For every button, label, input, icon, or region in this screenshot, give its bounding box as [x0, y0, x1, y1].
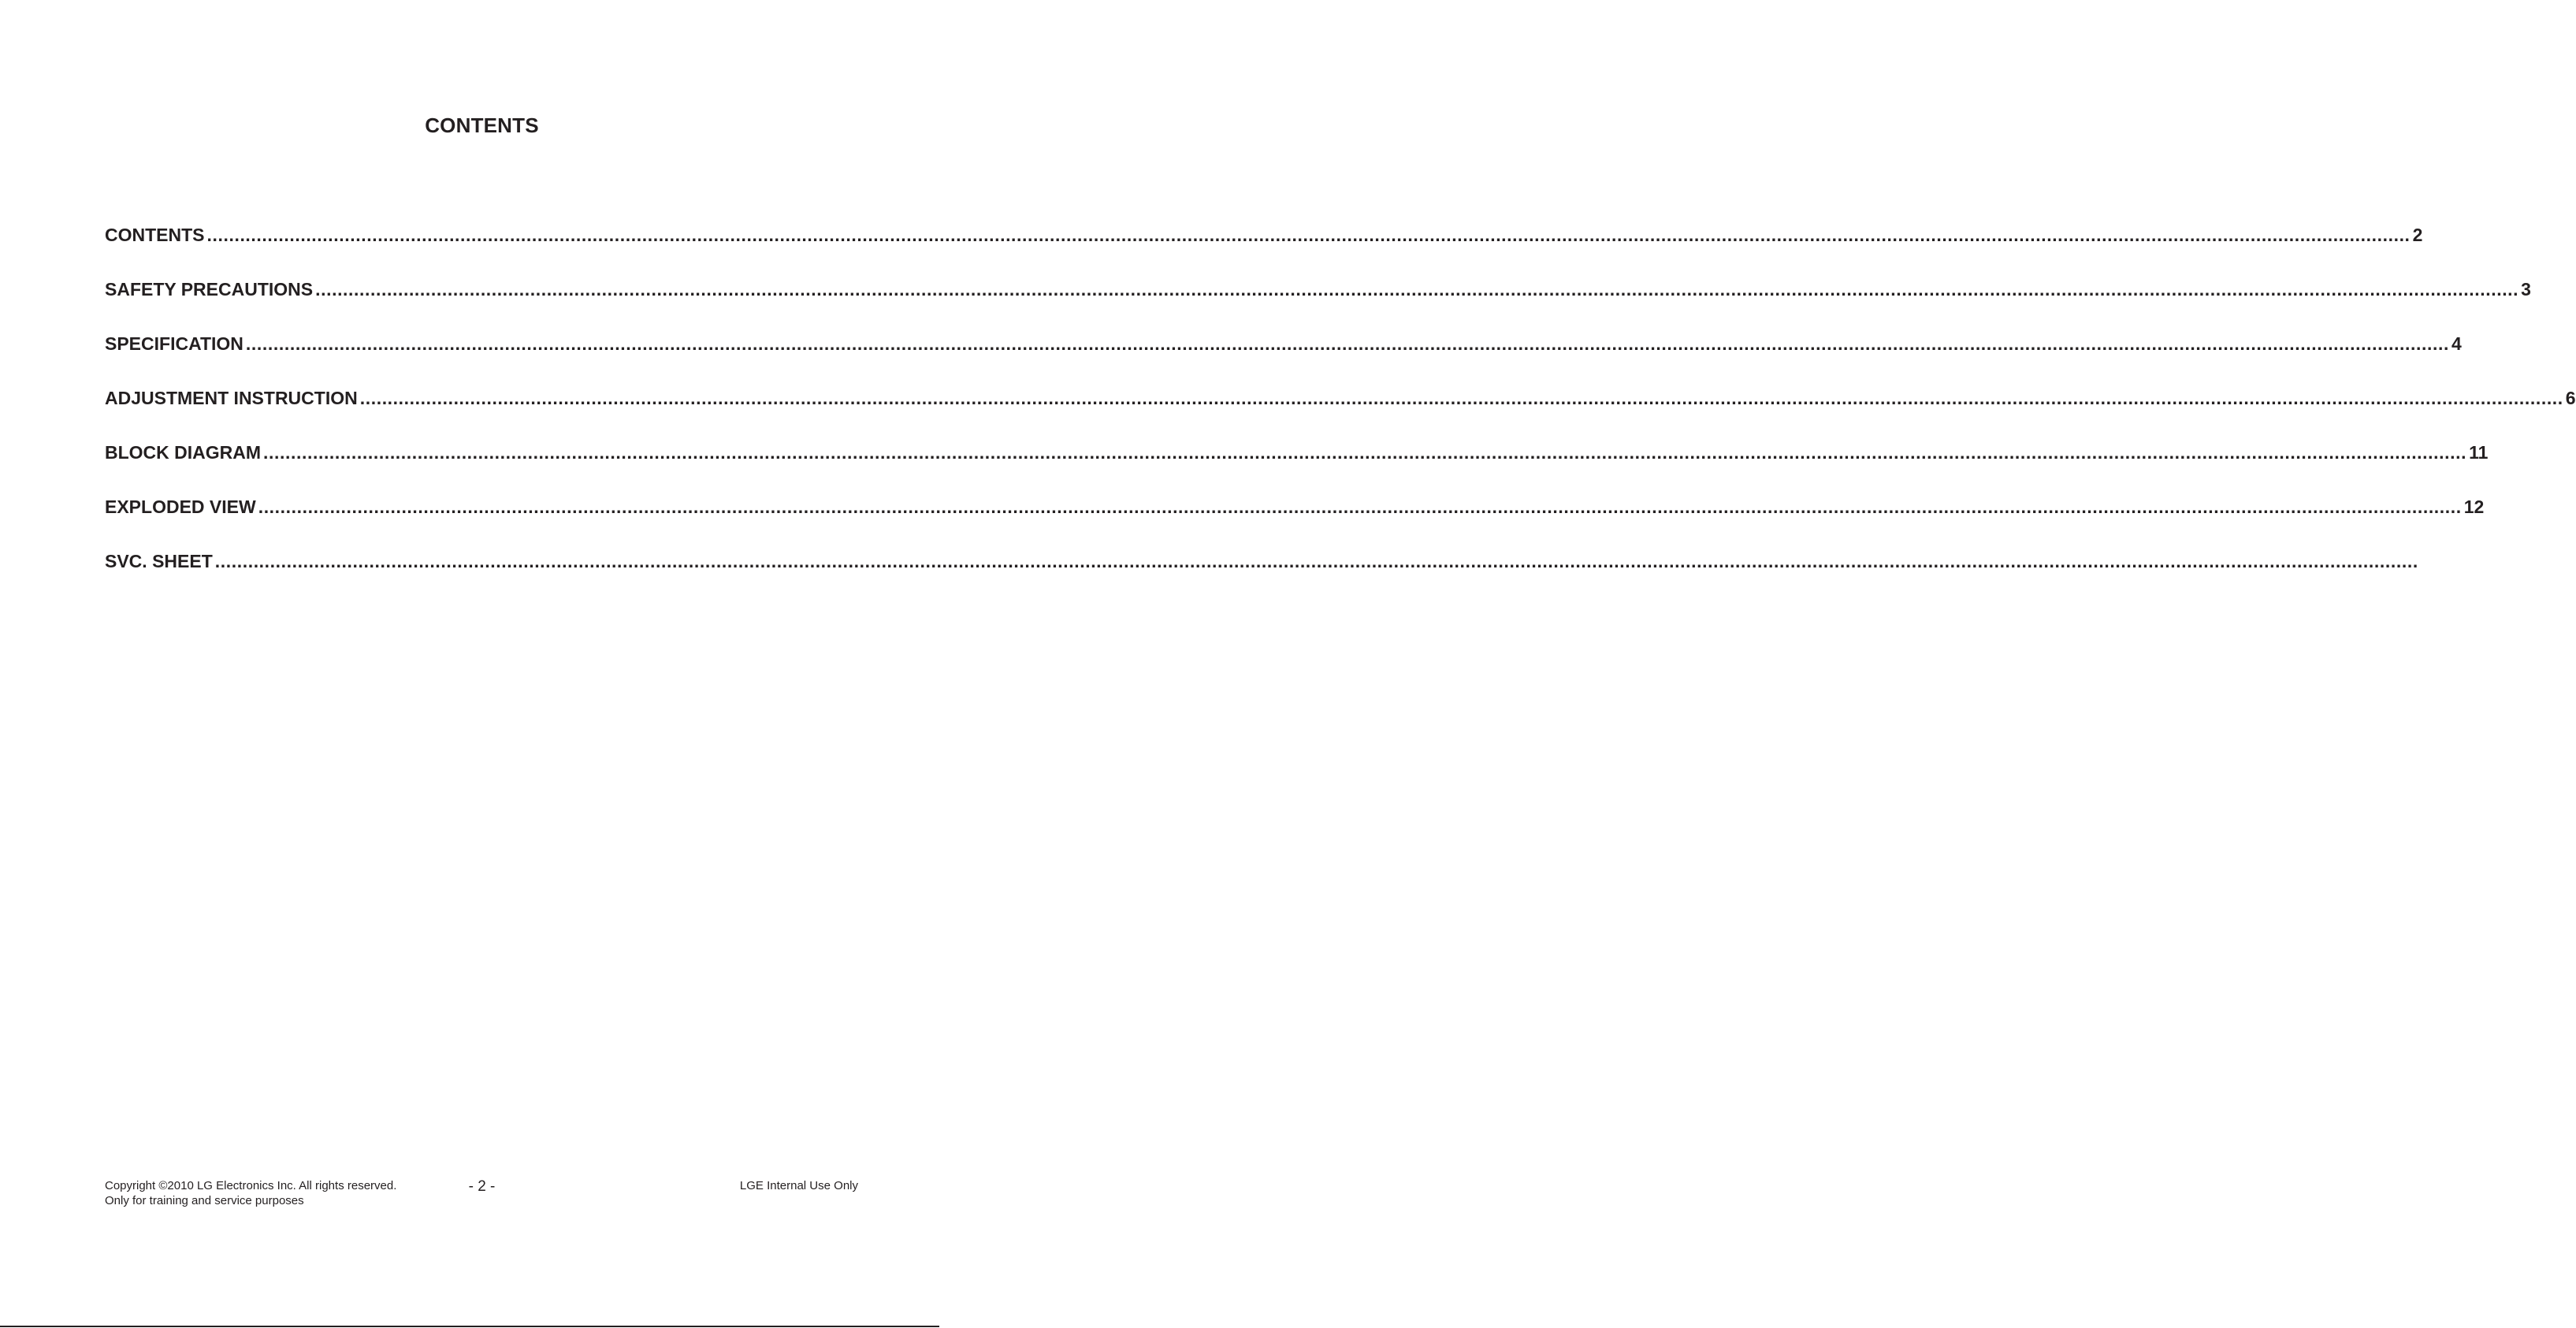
toc-entry-specification[interactable]	[105, 331, 2462, 357]
toc-entry-svc-sheet[interactable]	[105, 549, 2418, 575]
toc-entry-label: SVC. SHEET	[105, 551, 213, 571]
footer-page-number: - 2 -	[468, 1178, 496, 1195]
footer-purpose: Only for training and service purposes	[105, 1194, 304, 1207]
dot-leader: ................................................................................................................................................................................................................................................................................................................................................................................................................	[263, 442, 2467, 463]
toc-entry-label: CONTENTS	[105, 225, 205, 245]
toc-entry-page: 4	[2451, 333, 2462, 354]
toc-entry-page: 6	[2565, 388, 2576, 408]
dot-leader: ................................................................................................................................................................................................................................................................................................................................................................................................................	[315, 279, 2519, 299]
toc-entry-page: 12	[2463, 497, 2485, 517]
dot-leader: ................................................................................................................................................................................................................................................................................................................................................................................................................	[245, 333, 2449, 354]
toc-entry-page: 3	[2521, 279, 2531, 299]
dot-leader: ................................................................................................................................................................................................................................................................................................................................................................................................................	[359, 388, 2563, 408]
page-title: CONTENTS	[425, 113, 539, 137]
toc-entry-page: 11	[2469, 442, 2489, 463]
toc-entry-safety-precautions[interactable]	[105, 277, 2531, 303]
table-of-contents	[105, 222, 2576, 603]
toc-entry-adjustment-instruction[interactable]	[105, 385, 2576, 411]
toc-entry-label: ADJUSTMENT INSTRUCTION	[105, 388, 358, 408]
toc-entry-contents[interactable]	[105, 222, 2423, 248]
dot-leader: ................................................................................................................................................................................................................................................................................................................................................................................................................	[258, 497, 2462, 517]
toc-entry-label: BLOCK DIAGRAM	[105, 442, 262, 463]
footer-copyright: Copyright ©2010 LG Electronics Inc. All rights reserved.	[105, 1179, 397, 1192]
toc-entry-label: EXPLODED VIEW	[105, 497, 256, 517]
bottom-rule	[0, 1326, 939, 1327]
toc-entry-label: SAFETY PRECAUTIONS	[105, 279, 314, 299]
toc-entry-block-diagram[interactable]	[105, 440, 2489, 466]
footer-internal-notice: LGE Internal Use Only	[739, 1179, 858, 1192]
dot-leader: ................................................................................................................................................................................................................................................................................................................................................................................................................	[206, 225, 2411, 245]
toc-entry-exploded-view[interactable]	[105, 494, 2485, 520]
dot-leader: ................................................................................................................................................................................................................................................................................................................................................................................................................	[214, 551, 2418, 571]
toc-entry-page: 2	[2412, 225, 2423, 245]
toc-entry-label: SPECIFICATION	[105, 333, 243, 354]
